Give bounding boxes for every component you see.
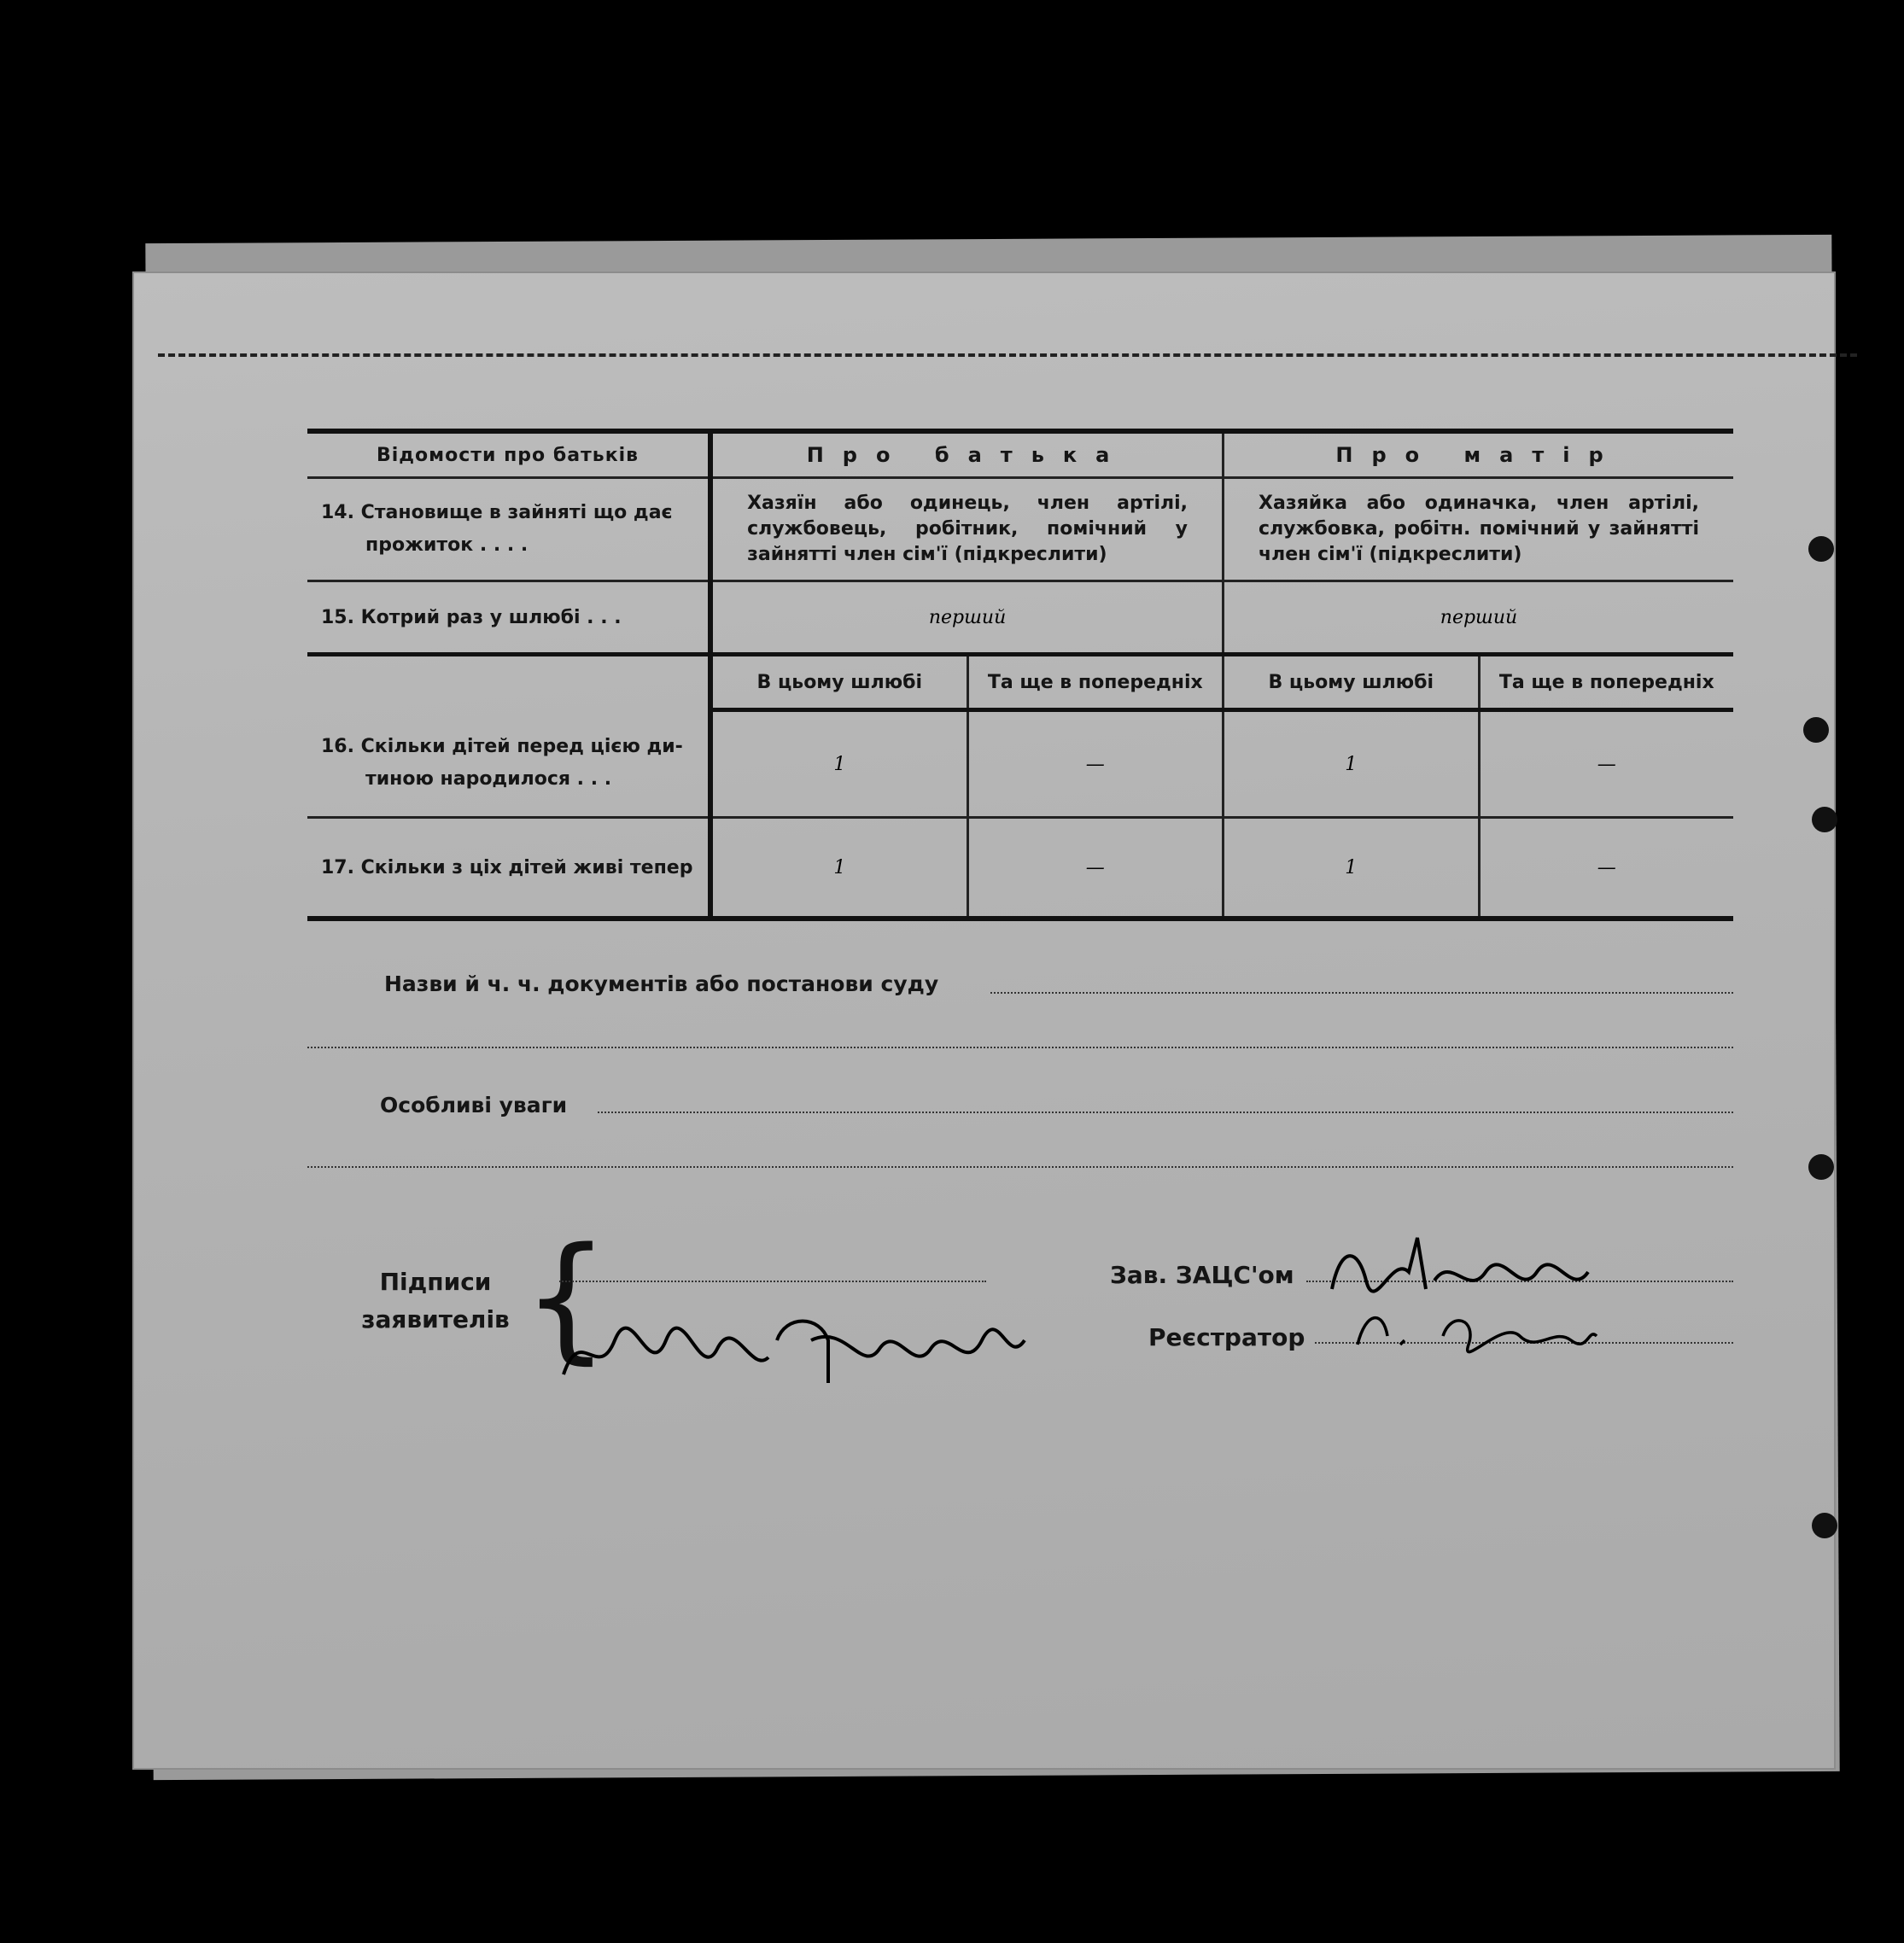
row14-mother	[1224, 478, 1733, 581]
documents-line	[990, 992, 1733, 994]
brace-icon: {	[523, 1217, 610, 1377]
row14-father	[710, 478, 1223, 581]
subheader-mother-prev: Та ще в попередніх	[1479, 655, 1733, 710]
row15-father-value: перший	[710, 581, 1223, 655]
table-row-14	[307, 478, 1733, 581]
applicants-label-2: заявителів	[361, 1305, 510, 1333]
subheader-empty	[307, 655, 710, 710]
header-col-label: Відомости про батьків	[307, 431, 710, 478]
row16-mother-this: 1	[1224, 710, 1479, 818]
applicant-signature-handwritten	[555, 1306, 1033, 1414]
applicant-signature-line-1	[559, 1281, 986, 1282]
table-header-row	[307, 431, 1733, 478]
registrar-signature-label: Реєстратор	[1148, 1323, 1305, 1351]
perforation-line	[158, 353, 1857, 357]
row17-mother-prev: —	[1479, 818, 1733, 919]
subheader-father-prev: Та ще в попередніх	[967, 655, 1223, 710]
notes-line-2	[307, 1166, 1733, 1168]
row17-label: 17. Скільки з ціх дітей живі тепер	[307, 818, 710, 919]
row16-label	[307, 710, 710, 818]
row14-mother-text: Хазяйка або одиначка, член артілі, службовка, робітн. помічний у зайнятті член сім'ї (підкреслити)	[1259, 493, 1699, 565]
notes-label: Особливі уваги	[380, 1093, 568, 1117]
parents-info-table	[307, 429, 1733, 921]
row14-father-text: Хазяїн або одинець, член артілі, службовець, робітник, помічний у зайнятті член сім'ї (підкреслити)	[747, 493, 1189, 565]
row17-father-this: 1	[710, 818, 967, 919]
binding-hole	[1812, 807, 1837, 832]
subheader-father-this: В цьому шлюбі	[710, 655, 967, 710]
applicants-signature-label	[350, 1263, 521, 1339]
row17-father-prev: —	[967, 818, 1223, 919]
binding-hole	[1808, 536, 1834, 562]
head-signature-label: Зав. ЗАЦС'ом	[1110, 1261, 1294, 1289]
row17-mother-this: 1	[1224, 818, 1479, 919]
binding-hole	[1808, 1154, 1834, 1180]
binding-hole	[1812, 1513, 1837, 1538]
notes-line	[598, 1112, 1733, 1113]
header-father: Про батька	[710, 431, 1223, 478]
table-row-17	[307, 818, 1733, 919]
header-mother: Про матір	[1224, 431, 1733, 478]
row14-label	[307, 478, 710, 581]
row15-mother-value: перший	[1224, 581, 1733, 655]
registrar-signature-handwritten	[1349, 1302, 1605, 1365]
row16-father-this: 1	[710, 710, 967, 818]
row16-label-line1: 16. Скільки дітей перед цією ди-	[321, 735, 683, 757]
documents-line-2	[307, 1047, 1733, 1048]
row14-label-line1: 14. Становище в зайняті що дає	[321, 502, 673, 523]
head-signature-handwritten	[1323, 1229, 1631, 1310]
subheader-mother-this: В цьому шлюбі	[1224, 655, 1479, 710]
row16-label-line2: тиною народилося . . .	[365, 767, 612, 790]
documents-label: Назви й ч. ч. документів або постанови суду	[384, 972, 939, 996]
row15-label: 15. Котрий раз у шлюбі . . .	[307, 581, 710, 655]
row16-mother-prev: —	[1479, 710, 1733, 818]
row16-father-prev: —	[967, 710, 1223, 818]
table-row-15	[307, 581, 1733, 655]
applicants-label-1: Підписи	[379, 1268, 492, 1296]
table-row-16	[307, 710, 1733, 818]
table-subheader-row	[307, 655, 1733, 710]
binding-hole	[1803, 717, 1829, 743]
row14-label-line2: прожиток . . . .	[365, 534, 529, 556]
